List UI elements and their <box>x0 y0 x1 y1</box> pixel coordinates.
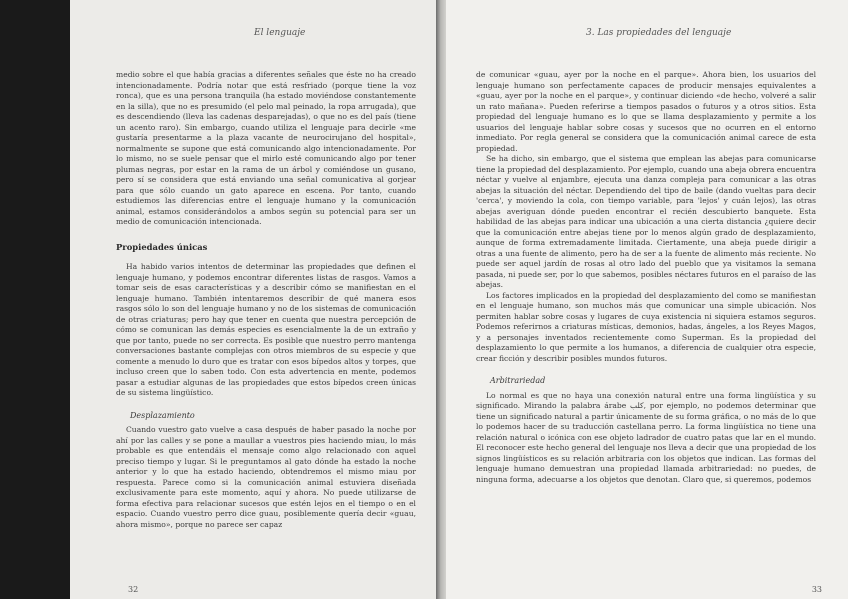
subsection-title: Arbitrariedad <box>490 376 546 385</box>
paragraph: Lo normal es que no haya una conexión natural entre una forma lingüística y su significado. Mirando la palabra árabe كلب, por ejemplo, no podemos determinar que tiene un significado natural a partir únicamente de su forma gráfica, o no más de lo que lo podemos hacer de su traducción castellana perro. La forma lingüística no tiene una relación natural o icónica con ese objeto ladrador de cuatro patas que lar en el mundo. El reconocer este hecho general del lenguaje nos lleva a decir que una propiedad de los signos lingüísticos es su relación arbitraria con los objetos que indican. Las formas del lenguaje humano demuestran una propiedad llamada arbitrariedad: no puedes, de ninguna forma, adecuarse a los objetos que denotan. Claro que, si queremos, podemos <box>476 390 816 484</box>
running-head-right: 3. Las propiedades del lenguaje <box>586 28 732 38</box>
paragraph: Cuando vuestro gato vuelve a casa después de haber pasado la noche por ahí por las calles y se pone a maullar a vuestros pies haciendo miau, lo más probable es que entendáis el mensaje como algo relacionado con aquel preciso tiempo y lugar. Si le preguntamos al gato dónde ha estado la noche anterior y lo que ha estado haciendo, obtendremos el mismo miau por respuesta. Parece como si la comunicación animal estuviera diseñada exclusivamente para este momento, aquí y ahora. No puede utilizarse de forma efectiva para relacionar sucesos que estén lejos en el tiempo o en el espacio. Cuando vuestro perro dice guau, posiblemente quería decir «guau, ahora mismo», porque no parece ser capaz <box>116 425 416 529</box>
paragraph: medio sobre el que había gracias a diferentes señales que éste no ha creado intencionadamente. Podría notar que está resfriado (porque tiene la voz ronca), que es una persona tranquila (ha estado moviéndose constantemente en la silla), que no es presumido (el pelo mal peinado, la ropa arrugada), que es descendiendo (lleva las cadenas desparejadas), o que no es del país (tiene un acento raro). Sin embargo, cuando utiliza el lenguaje para decirle «me gustaría presentarme a la plaza vacante de neurocirujano del hospital», normalmente se supone que está comunicando algo intencionadamente. Por lo mismo, no se suele pensar que el mirlo esté comunicando algo por tener plumas negras, por estar en la rama de un árbol y comiéndose un gusano, pero sí se considera que está enviando una señal comunicativa al gorjear para que sólo cuando un gato aparece en escena. Por tanto, cuando estudiemos las diferencias entre el lenguaje humano y la comunicación animal, estamos considerándolos a ambos según su potencial para ser un medio de comunicación intencionada. <box>116 70 416 226</box>
page-number-left: 32 <box>128 585 139 594</box>
paragraph: Los factores implicados en la propiedad del desplazamiento del como se manifiestan en el lenguaje humano, son muchos más que comunicar una simple ubicación. Nos permiten hablar sobre cosas y lugares de cuya existencia ni siquiera estamos seguros. Podemos referirnos a criaturas místicas, demonios, hadas, ángeles, a los Reyes Magos, y a personajes inventados recientemente como Superman. Es la propiedad del desplazamiento lo que permite a los humanos, a diferencia de cualquier otra especie, crear ficción y describir posibles mundos futuros. <box>476 290 816 363</box>
left-body-text <box>116 70 416 530</box>
subsection-title: Desplazamiento <box>130 410 195 420</box>
right-page <box>446 0 848 599</box>
paragraph: Se ha dicho, sin embargo, que el sistema que emplean las abejas para comunicarse tiene la propiedad del desplazamiento. Por ejemplo, cuando una abeja obrera encuentra néctar y vuelve al enjambre, ejecuta una danza compleja para comunicar a las otras abejas la situación del néctar. Dependiendo del tipo de baile (dando vueltas para decir 'cerca', y moviendo la cola, con tiempo variable, para 'lejos' y cuán lejos), las otras abejas averiguan dónde pueden encontrar el recién descubierto banquete. Esta habilidad de las abejas para indicar una ubicación a una cierta distancia ¿quiere decir que la comunicación entre abejas tiene por lo menos algún grado de desplazamiento, aunque de forma extremadamente limitada. Ciertamente, una abeja puede dirigir a otras a una fuente de alimento, pero ha de ser a la fuente de alimento más reciente. No puede ser aquel jardín de rosas al otro lado del pueblo que ya visitamos la semana pasada, ni puede ser, por lo que sabemos, posibles néctares futuros en el paraíso de las abejas. <box>476 154 816 289</box>
right-body-text <box>476 70 816 485</box>
left-page <box>70 0 437 599</box>
running-head-left: El lenguaje <box>254 28 306 38</box>
paragraph: de comunicar «guau, ayer por la noche en el parque». Ahora bien, los usuarios del lenguaje humano son perfectamente capaces de producir mensajes equivalentes a «guau, ayer por la noche en el parque», y continuar diciendo «de hecho, volveré a salir un rato mañana». Pueden referirse a tiempos pasados o futuros y a otros sitios. Esta propiedad del lenguaje humano es lo que se llama desplazamiento y permite a los usuarios del lenguaje hablar sobre cosas y sucesos que no ocurren en el entorno inmediato. Por regla general se considera que la comunicación animal carece de esta propiedad. <box>476 70 816 153</box>
section-title: Propiedades únicas <box>116 241 208 252</box>
paragraph: Ha habido varios intentos de determinar las propiedades que definen el lenguaje humano, y podemos encontrar diferentes listas de rasgos. Vamos a tomar seis de esas características y a describir cómo se manifiestan en el lenguaje humano. También intentaremos describir de qué manera esos rasgos sólo lo son del lenguaje humano y no de los sistemas de comunicación de otras criaturas; pero hay que tener en cuenta que nuestra percepción de cómo se comunican las demás especies es esencialmente la de un extraño y que por tanto, puede no ser correcta. Es posible que nuestro perro mantenga conversaciones bastante complejas con otros miembros de su especie y que comente a menudo lo duro que es tratar con esos bípedos altos y torpes, que incluso creen que lo saben todo. Con esta advertencia en mente, podemos pasar a estudiar algunas de las propiedades que estos bípedos creen únicas de su sistema lingüístico. <box>116 262 416 397</box>
page-number-right: 33 <box>811 585 822 594</box>
